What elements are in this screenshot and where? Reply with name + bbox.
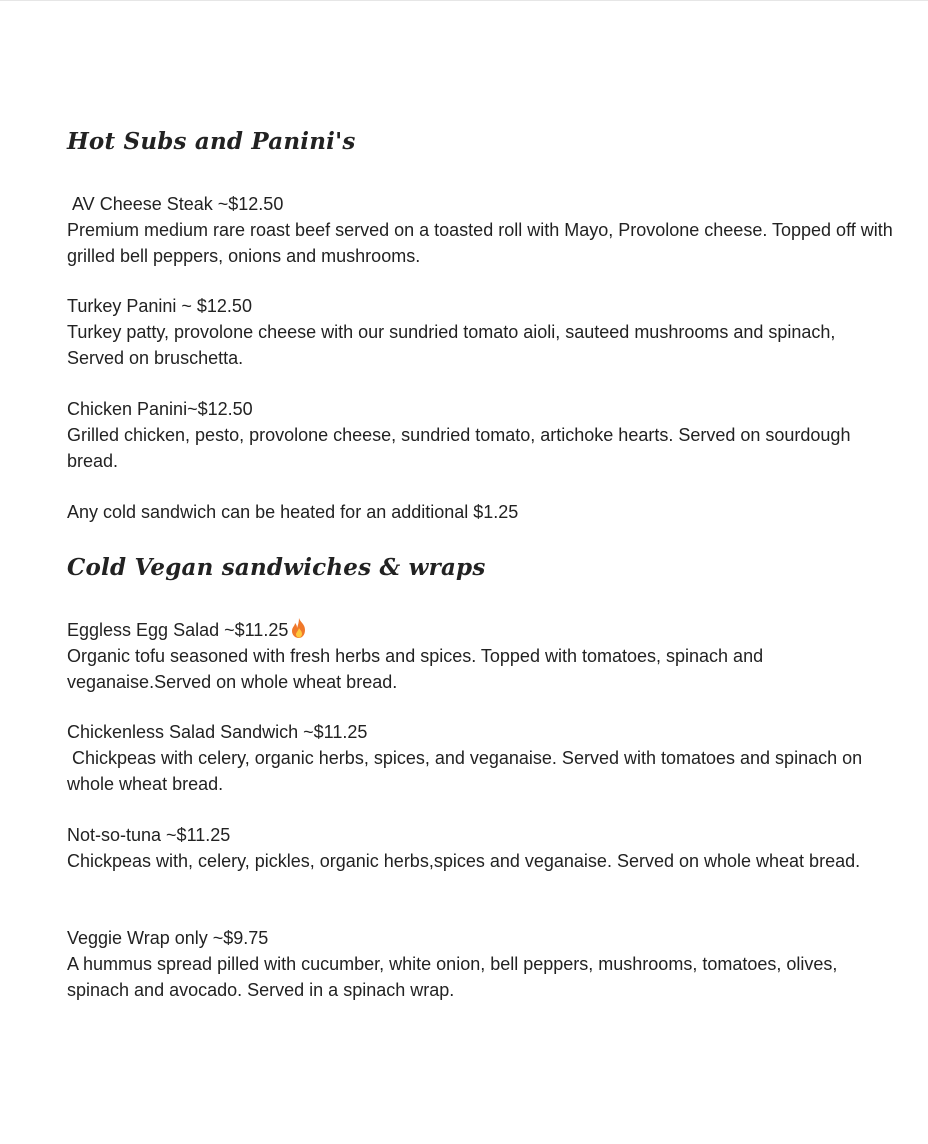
item-description: Premium medium rare roast beef served on a toasted roll with Mayo, Provolone cheese. Topped off with grilled bell peppers, onions and mushrooms.	[67, 220, 898, 266]
menu-item-av-cheese-steak	[67, 191, 897, 269]
item-title-row	[67, 617, 897, 643]
item-description: Organic tofu seasoned with fresh herbs and spices. Topped with tomatoes, spinach and veganaise.Served on whole wheat bread.	[67, 646, 769, 692]
item-description: Grilled chicken, pesto, provolone cheese, sundried tomato, artichoke hearts. Served on sourdough bread.	[67, 425, 856, 471]
heating-note: Any cold sandwich can be heated for an additional $1.25	[67, 502, 519, 522]
section-heading-hot-subs: Hot Subs and Panini's	[67, 128, 356, 155]
menu-item-not-so-tuna	[67, 822, 897, 874]
item-title: Chickenless Salad Sandwich ~$11.25	[67, 722, 368, 742]
item-description: Chickpeas with, celery, pickles, organic herbs,spices and veganaise. Served on whole wheat bread.	[67, 851, 861, 871]
item-title: Chicken Panini~$12.50	[67, 399, 253, 419]
item-title: AV Cheese Steak ~$12.50	[67, 194, 284, 214]
item-title: Eggless Egg Salad ~$11.25	[67, 620, 289, 640]
item-title: Not-so-tuna ~$11.25	[67, 825, 231, 845]
item-title: Veggie Wrap only ~$9.75	[67, 928, 269, 948]
menu-item-turkey-panini	[67, 293, 897, 371]
menu-item-chicken-panini	[67, 396, 897, 474]
section-heading-cold-vegan: Cold Vegan sandwiches & wraps	[67, 554, 486, 581]
item-title: Turkey Panini ~ $12.50	[67, 296, 252, 316]
top-divider	[0, 0, 928, 1]
item-description: A hummus spread pilled with cucumber, white onion, bell peppers, mushrooms, tomatoes, olives, spinach and avocado. Served in a spinach wrap.	[67, 954, 843, 1000]
menu-item-veggie-wrap	[67, 925, 897, 1003]
fire-icon	[289, 617, 309, 639]
item-description: Turkey patty, provolone cheese with our sundried tomato aioli, sauteed mushrooms and spinach, Served on bruschetta.	[67, 322, 841, 368]
menu-item-chickenless-salad-sandwich	[67, 719, 897, 797]
menu-item-eggless-egg-salad	[67, 617, 897, 695]
item-description: Chickpeas with celery, organic herbs, spices, and veganaise. Served with tomatoes and spinach on whole wheat bread.	[67, 748, 868, 794]
